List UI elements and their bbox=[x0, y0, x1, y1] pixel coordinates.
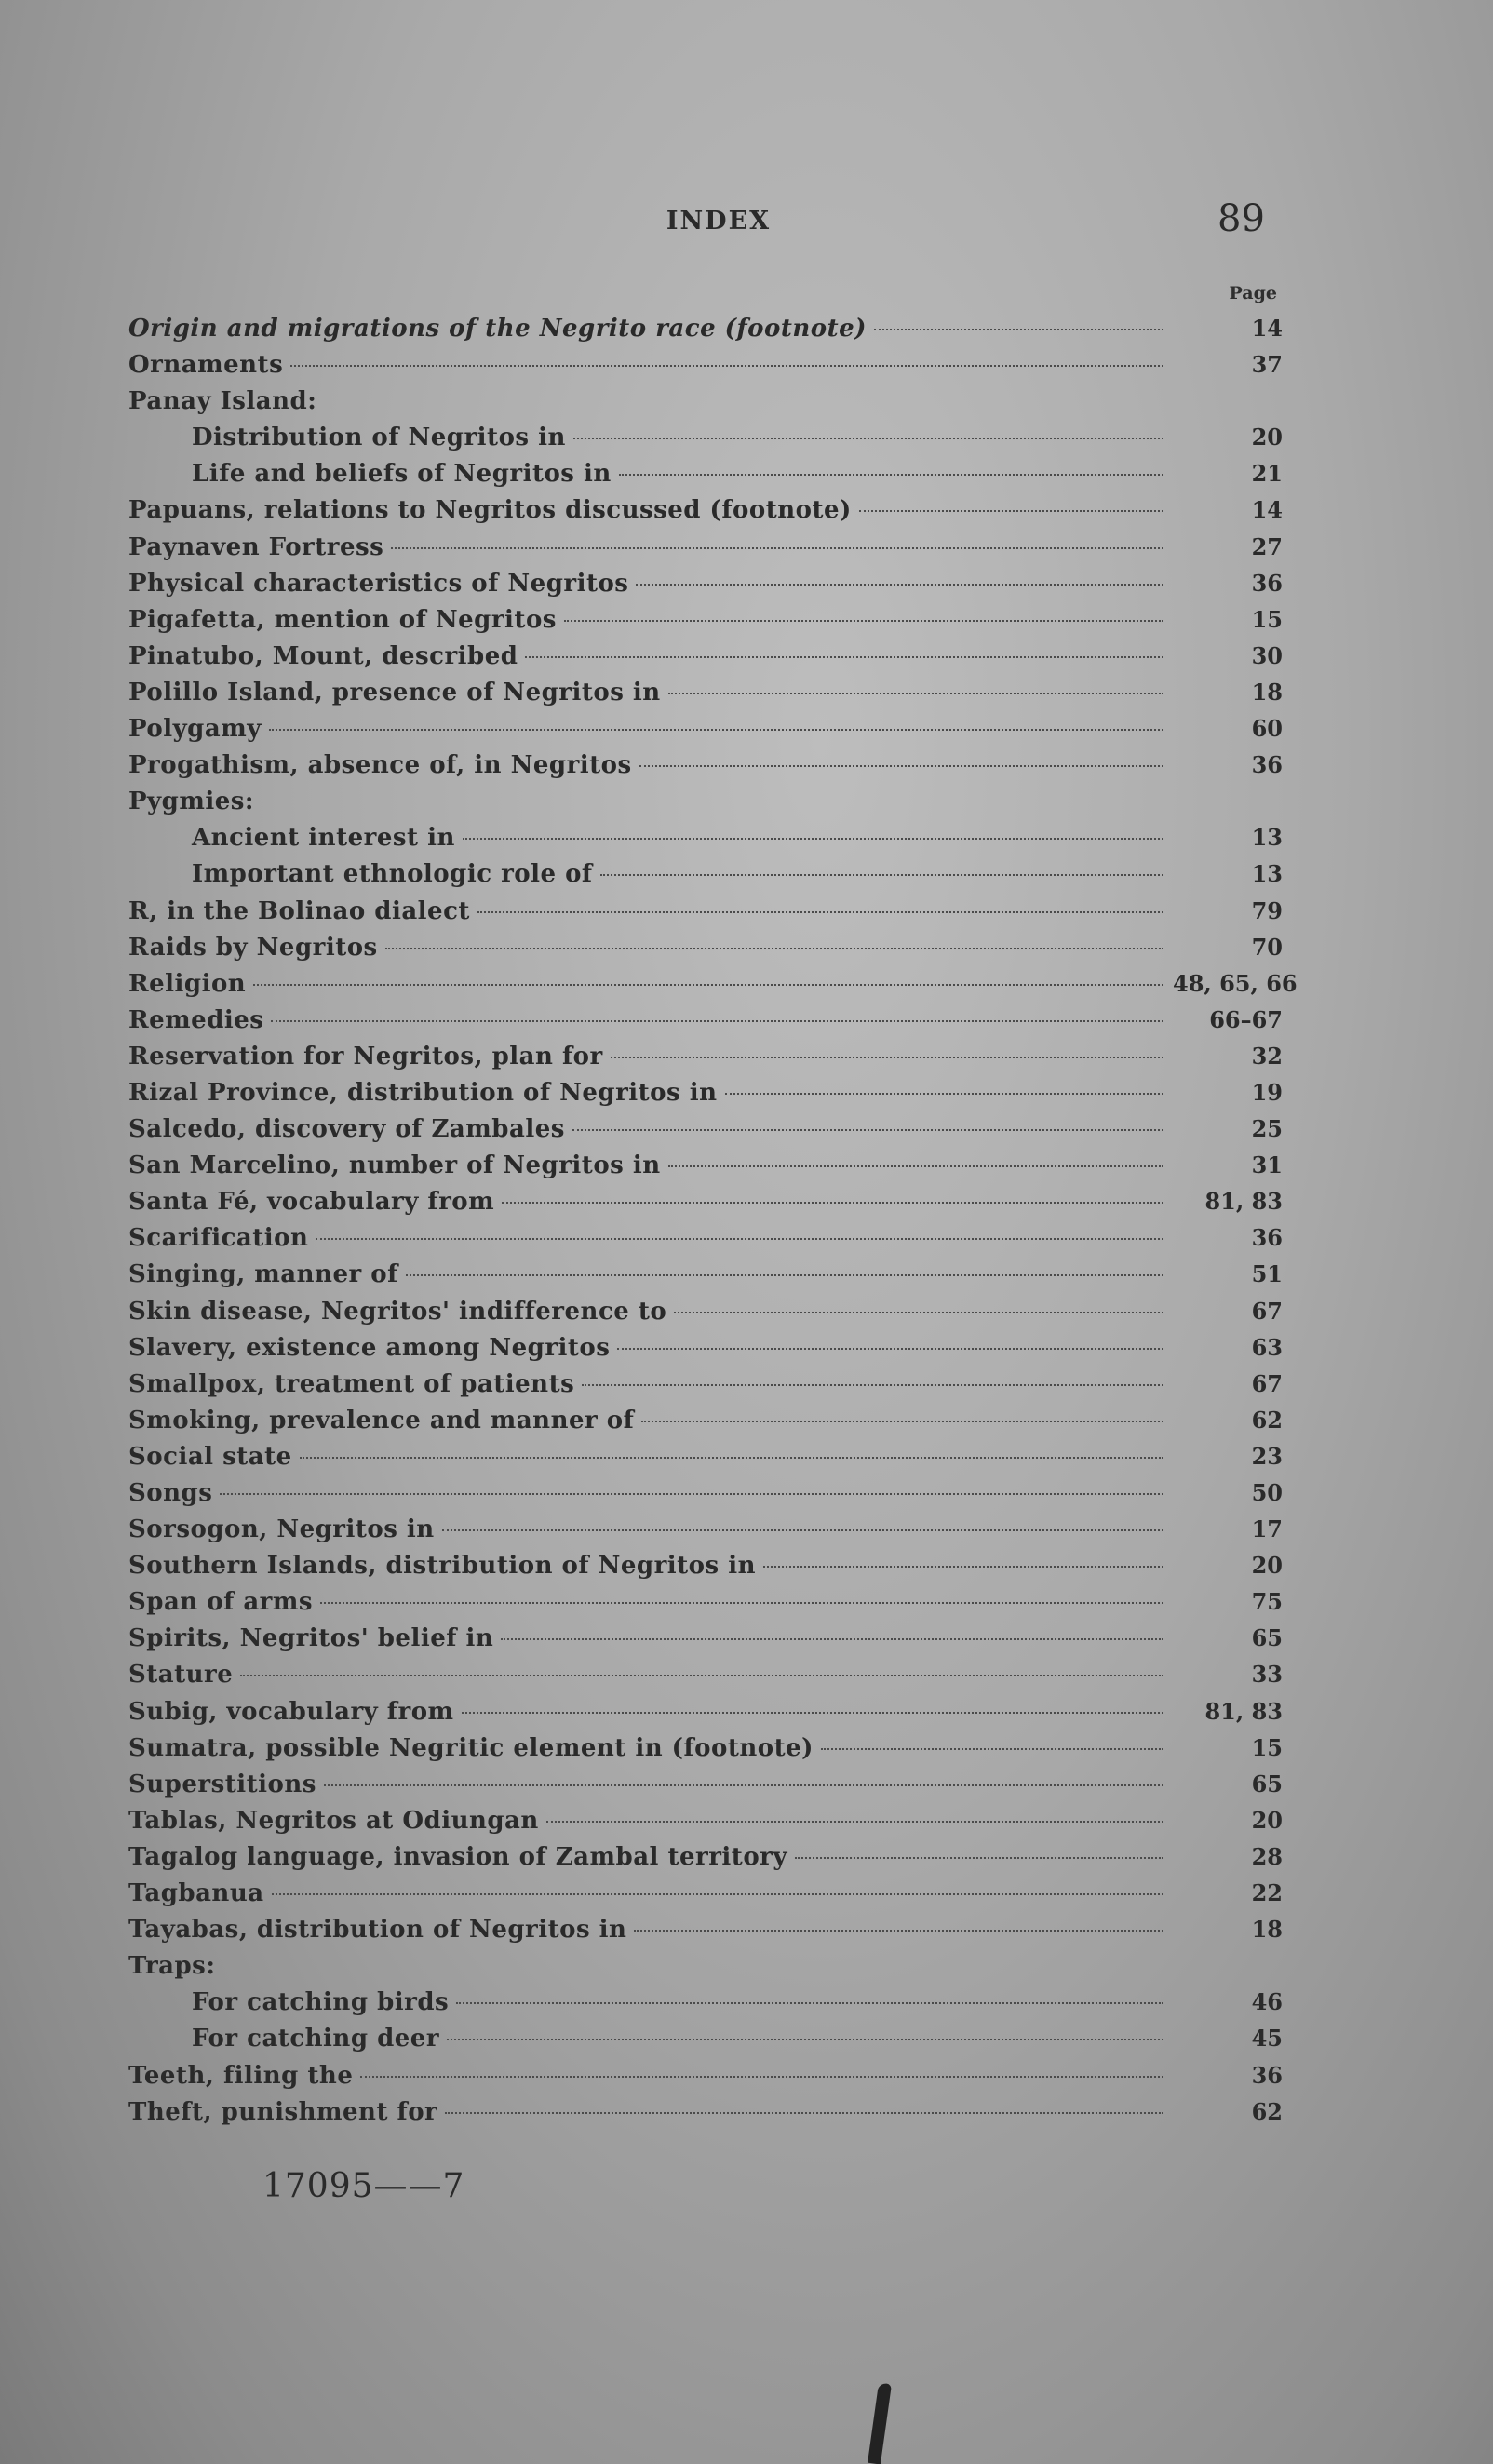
entry-pages: 25 bbox=[1251, 1115, 1283, 1143]
dot-leader bbox=[763, 1566, 1163, 1568]
index-entry bbox=[128, 1479, 1283, 1515]
entry-label: Pygmies: bbox=[128, 788, 255, 816]
index-entry bbox=[128, 715, 1283, 751]
entry-pages: 65 bbox=[1251, 1624, 1283, 1652]
entry-label: Tayabas, distribution of Negritos in bbox=[128, 1916, 627, 1945]
entry-label: Scarification bbox=[128, 1224, 309, 1253]
dot-leader bbox=[477, 911, 1163, 913]
dot-leader bbox=[447, 2039, 1163, 2040]
entry-pages: 18 bbox=[1251, 1916, 1283, 1944]
entry-label: Polygamy bbox=[128, 715, 262, 744]
entry-pages: 28 bbox=[1251, 1842, 1283, 1870]
dot-leader bbox=[859, 510, 1163, 512]
dot-leader bbox=[385, 948, 1163, 949]
index-entry bbox=[128, 424, 1283, 460]
entry-label: Span of arms bbox=[128, 1588, 314, 1617]
index-entry bbox=[128, 642, 1283, 679]
entry-pages: 14 bbox=[1251, 315, 1283, 342]
entry-label: Rizal Province, distribution of Negritos in bbox=[128, 1078, 718, 1107]
index-entry bbox=[128, 1916, 1283, 1952]
dot-leader bbox=[619, 474, 1163, 476]
dot-leader bbox=[391, 547, 1163, 549]
dot-leader bbox=[674, 1312, 1163, 1313]
entry-pages: 23 bbox=[1251, 1442, 1283, 1470]
dot-leader bbox=[821, 1748, 1163, 1750]
entry-label: Tagbanua bbox=[128, 1879, 264, 1908]
index-entry bbox=[128, 2098, 1283, 2134]
entry-label: Papuans, relations to Negritos discussed (footnote) bbox=[128, 496, 852, 525]
entry-label: Pigafetta, mention of Negritos bbox=[128, 605, 557, 634]
index-entry bbox=[128, 2062, 1283, 2098]
dot-leader bbox=[253, 984, 1163, 986]
entry-label: Slavery, existence among Negritos bbox=[128, 1333, 611, 1362]
page-number: 89 bbox=[1217, 197, 1265, 240]
entry-pages: 48, 65, 66 bbox=[1173, 969, 1298, 997]
entry-pages: 46 bbox=[1251, 1988, 1283, 2016]
entry-pages: 45 bbox=[1251, 2025, 1283, 2053]
entry-pages: 63 bbox=[1251, 1333, 1283, 1361]
index-entry bbox=[128, 1443, 1283, 1479]
dot-leader bbox=[406, 1274, 1163, 1276]
dot-leader bbox=[668, 693, 1163, 694]
dot-leader bbox=[874, 329, 1163, 330]
entry-pages: 36 bbox=[1251, 2061, 1283, 2089]
dot-leader bbox=[668, 1165, 1163, 1167]
index-entry bbox=[128, 1588, 1283, 1624]
entry-label: Stature bbox=[128, 1661, 234, 1690]
entry-pages: 14 bbox=[1251, 496, 1283, 524]
entry-pages: 81, 83 bbox=[1204, 1188, 1283, 1216]
entry-pages: 75 bbox=[1251, 1588, 1283, 1616]
dot-leader bbox=[290, 365, 1163, 367]
entry-label: Remedies bbox=[128, 1005, 264, 1034]
entry-pages: 36 bbox=[1251, 1224, 1283, 1252]
entry-label: Traps: bbox=[128, 1952, 216, 1981]
entry-pages: 67 bbox=[1251, 1297, 1283, 1325]
dot-leader bbox=[456, 2002, 1163, 2004]
entry-label: Social state bbox=[128, 1442, 292, 1471]
entry-pages: 37 bbox=[1251, 351, 1283, 379]
index-entry bbox=[128, 606, 1283, 642]
index-entry bbox=[128, 1260, 1283, 1297]
dot-leader bbox=[324, 1784, 1163, 1786]
index-entry bbox=[128, 1224, 1283, 1260]
index-entry bbox=[128, 1734, 1283, 1771]
entry-pages: 79 bbox=[1251, 896, 1283, 924]
index-entry bbox=[128, 969, 1298, 1006]
index-entry bbox=[128, 824, 1283, 860]
entry-label: Panay Island: bbox=[128, 387, 317, 416]
dot-leader bbox=[272, 1893, 1163, 1895]
dot-leader bbox=[360, 2076, 1163, 2078]
dot-leader bbox=[573, 438, 1163, 439]
entry-pages: 67 bbox=[1251, 1369, 1283, 1397]
entry-pages: 13 bbox=[1251, 860, 1283, 888]
index-entry bbox=[128, 1370, 1283, 1407]
index-entry bbox=[128, 679, 1283, 715]
index-entry bbox=[128, 1807, 1283, 1843]
index-heading bbox=[128, 1952, 1283, 1988]
entry-label: Sumatra, possible Negritic element in (footnote) bbox=[128, 1733, 814, 1762]
index-entry bbox=[128, 897, 1283, 934]
index-list bbox=[128, 315, 1298, 2134]
dot-leader bbox=[316, 1238, 1163, 1240]
index-entry bbox=[128, 934, 1283, 970]
entry-label: Ancient interest in bbox=[192, 824, 455, 853]
index-entry bbox=[128, 351, 1283, 387]
entry-label: Religion bbox=[128, 969, 247, 998]
entry-pages: 62 bbox=[1251, 2097, 1283, 2125]
dot-leader bbox=[795, 1857, 1163, 1859]
dot-leader bbox=[641, 1421, 1163, 1422]
dot-leader bbox=[463, 838, 1163, 840]
dot-leader bbox=[445, 2112, 1163, 2114]
entry-label: Subig, vocabulary from bbox=[128, 1697, 454, 1726]
index-entry bbox=[128, 496, 1283, 532]
entry-pages: 15 bbox=[1251, 1733, 1283, 1761]
index-entry bbox=[128, 1843, 1283, 1879]
index-entry bbox=[128, 1115, 1283, 1151]
dot-leader bbox=[617, 1348, 1163, 1350]
entry-label: Raids by Negritos bbox=[128, 933, 378, 962]
entry-label: Singing, manner of bbox=[128, 1260, 398, 1289]
entry-pages: 27 bbox=[1251, 532, 1283, 560]
index-heading bbox=[128, 387, 1283, 424]
dot-leader bbox=[636, 584, 1163, 586]
entry-label: Progathism, absence of, in Negritos bbox=[128, 751, 632, 780]
entry-pages: 20 bbox=[1251, 1806, 1283, 1834]
index-entry bbox=[128, 1988, 1283, 2025]
entry-pages: 31 bbox=[1251, 1151, 1283, 1179]
entry-pages: 22 bbox=[1251, 1879, 1283, 1907]
entry-pages: 50 bbox=[1251, 1479, 1283, 1506]
dot-leader bbox=[611, 1057, 1163, 1058]
entry-pages: 30 bbox=[1251, 641, 1283, 669]
index-entry bbox=[128, 751, 1283, 788]
index-entry bbox=[128, 1043, 1283, 1079]
entry-pages: 60 bbox=[1251, 715, 1283, 743]
index-entry bbox=[128, 533, 1283, 570]
entry-label: Santa Fé, vocabulary from bbox=[128, 1188, 495, 1217]
index-entry bbox=[128, 315, 1283, 351]
entry-pages: 32 bbox=[1251, 1042, 1283, 1070]
entry-label: Superstitions bbox=[128, 1770, 316, 1798]
index-entry bbox=[128, 1515, 1283, 1552]
entry-pages: 66–67 bbox=[1209, 1005, 1283, 1033]
entry-pages: 18 bbox=[1251, 678, 1283, 706]
entry-pages: 33 bbox=[1251, 1661, 1283, 1689]
dot-leader bbox=[269, 729, 1163, 731]
entry-label: Teeth, filing the bbox=[128, 2061, 354, 2090]
entry-label: Spirits, Negritos' belief in bbox=[128, 1624, 494, 1653]
entry-label: Pinatubo, Mount, described bbox=[128, 641, 518, 670]
entry-label: For catching birds bbox=[192, 1988, 450, 2017]
entry-label: Salcedo, discovery of Zambales bbox=[128, 1115, 565, 1144]
entry-label: Life and beliefs of Negritos in bbox=[192, 460, 612, 489]
dot-leader bbox=[546, 1821, 1163, 1823]
entry-label: R, in the Bolinao dialect bbox=[128, 896, 470, 925]
index-entry bbox=[128, 460, 1283, 496]
entry-label: Tablas, Negritos at Odiungan bbox=[128, 1806, 539, 1835]
dot-leader bbox=[220, 1493, 1163, 1495]
entry-pages: 70 bbox=[1251, 933, 1283, 961]
index-entry bbox=[128, 860, 1283, 896]
index-entry bbox=[128, 1188, 1283, 1224]
dot-leader bbox=[634, 1930, 1163, 1932]
entry-pages: 20 bbox=[1251, 1552, 1283, 1580]
entry-label: Origin and migrations of the Negrito race (footnote) bbox=[128, 315, 867, 343]
entry-label: For catching deer bbox=[192, 2025, 440, 2053]
printer-signature: 17095——7 bbox=[262, 2167, 465, 2205]
dot-leader bbox=[501, 1638, 1163, 1640]
paper-smudge bbox=[868, 2382, 892, 2464]
entry-pages: 21 bbox=[1251, 460, 1283, 488]
index-entry bbox=[128, 1151, 1283, 1188]
entry-label: Ornaments bbox=[128, 351, 284, 380]
dot-leader bbox=[725, 1093, 1164, 1095]
entry-label: Southern Islands, distribution of Negritos in bbox=[128, 1552, 756, 1581]
page-title: INDEX bbox=[666, 207, 772, 236]
index-entry bbox=[128, 1334, 1283, 1370]
index-heading bbox=[128, 788, 1283, 824]
dot-leader bbox=[300, 1457, 1163, 1459]
dot-leader bbox=[320, 1602, 1163, 1604]
index-entry bbox=[128, 570, 1283, 606]
index-entry bbox=[128, 1771, 1283, 1807]
entry-pages: 36 bbox=[1251, 569, 1283, 597]
entry-pages: 19 bbox=[1251, 1078, 1283, 1106]
dot-leader bbox=[525, 656, 1163, 658]
dot-leader bbox=[240, 1675, 1163, 1676]
index-entry bbox=[128, 1298, 1283, 1334]
index-entry bbox=[128, 1624, 1283, 1661]
entry-pages: 17 bbox=[1251, 1515, 1283, 1543]
entry-label: Smoking, prevalence and manner of bbox=[128, 1406, 635, 1434]
entry-pages: 81, 83 bbox=[1204, 1697, 1283, 1725]
dot-leader bbox=[639, 765, 1163, 767]
entry-label: Reservation for Negritos, plan for bbox=[128, 1042, 603, 1070]
entry-label: Important ethnologic role of bbox=[192, 860, 593, 889]
entry-label: Songs bbox=[128, 1479, 213, 1507]
entry-label: Smallpox, treatment of patients bbox=[128, 1369, 575, 1398]
page-column-label: Page bbox=[1229, 283, 1277, 303]
entry-pages: 51 bbox=[1251, 1260, 1283, 1288]
entry-label: Paynaven Fortress bbox=[128, 532, 384, 561]
dot-leader bbox=[502, 1202, 1163, 1204]
index-entry bbox=[128, 1661, 1283, 1697]
index-entry bbox=[128, 1006, 1283, 1043]
dot-leader bbox=[462, 1712, 1163, 1714]
dot-leader bbox=[600, 874, 1163, 876]
entry-pages: 62 bbox=[1251, 1406, 1283, 1434]
entry-label: Physical characteristics of Negritos bbox=[128, 569, 629, 598]
dot-leader bbox=[271, 1020, 1163, 1022]
index-entry bbox=[128, 1552, 1283, 1588]
entry-label: Polillo Island, presence of Negritos in bbox=[128, 678, 661, 707]
index-entry bbox=[128, 1079, 1283, 1115]
index-entry bbox=[128, 1879, 1283, 1916]
entry-pages: 65 bbox=[1251, 1770, 1283, 1798]
entry-pages: 15 bbox=[1251, 605, 1283, 633]
entry-label: Sorsogon, Negritos in bbox=[128, 1515, 435, 1544]
entry-label: Tagalog language, invasion of Zambal territory bbox=[128, 1842, 787, 1871]
entry-pages: 13 bbox=[1251, 824, 1283, 852]
index-entry bbox=[128, 1698, 1283, 1734]
entry-pages: 20 bbox=[1251, 424, 1283, 451]
entry-label: Skin disease, Negritos' indifference to bbox=[128, 1297, 667, 1326]
dot-leader bbox=[572, 1129, 1163, 1131]
entry-label: San Marcelino, number of Negritos in bbox=[128, 1151, 661, 1180]
dot-leader bbox=[564, 620, 1163, 622]
index-entry bbox=[128, 1407, 1283, 1443]
entry-label: Theft, punishment for bbox=[128, 2097, 438, 2126]
index-entry bbox=[128, 2025, 1283, 2061]
dot-leader bbox=[442, 1529, 1163, 1531]
entry-pages: 36 bbox=[1251, 751, 1283, 779]
dot-leader bbox=[582, 1384, 1163, 1386]
entry-label: Distribution of Negritos in bbox=[192, 424, 566, 452]
